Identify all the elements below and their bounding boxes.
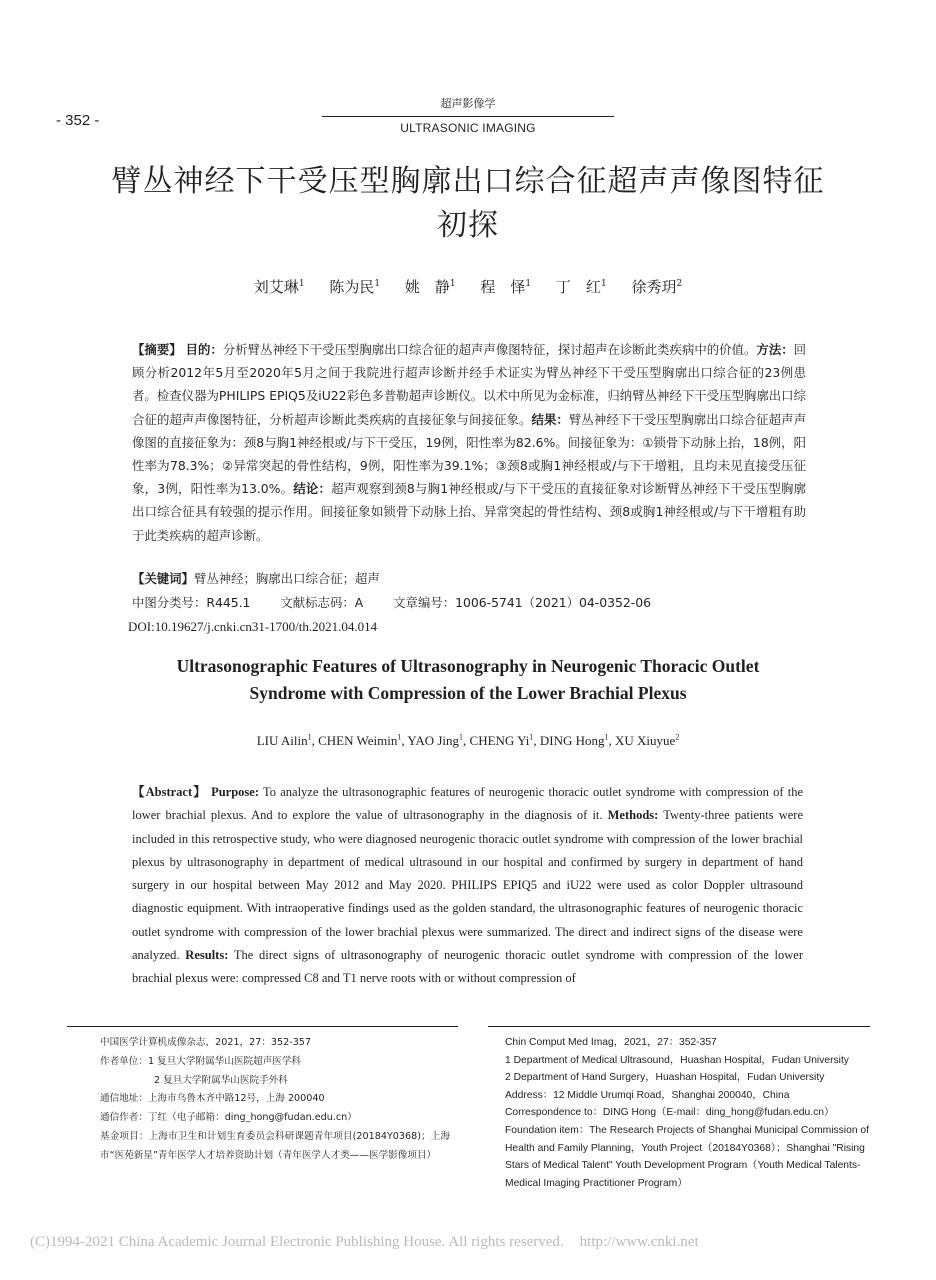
author-en: DING Hong$^1$,	[539, 733, 616, 749]
doi: DOI:10.19627/j.cnki.cn31-1700/th.2021.04.014	[128, 619, 378, 634]
title-en-line-1: Ultrasonographic Features of Ultrasonography in Neurogenic Thoracic Outlet	[176, 656, 760, 676]
abstract-label-en: 【Abstract】	[132, 785, 207, 799]
footnote-divider-right	[488, 1026, 870, 1027]
footnotes-cn	[100, 1034, 450, 1166]
author-en: XU Xiuyue$^2$	[615, 733, 680, 749]
author-en: CHENG Yi$^1$,	[469, 733, 540, 749]
results-label-cn: 结果：	[531, 411, 569, 427]
correspondence-en: Correspondence to：DING Hong（E-mail：ding_hong@fudan.edu.cn）	[505, 1107, 835, 1119]
journal-header	[322, 96, 614, 137]
author-cn: 丁 红$^1$	[555, 278, 607, 296]
copyright-url: http://www.cnki.net	[579, 1234, 699, 1250]
department-en-1: 1 Department of Medical Ultrasound，Huashan Hospital，Fudan University	[505, 1054, 849, 1066]
results-text-en: The direct signs of ultrasonography of neurogenic thoracic outlet syndrome with compression of the lower brachial plexus were: compressed C8 and T1 nerve roots with or without compression of	[132, 948, 803, 986]
document-code: 文献标志码：A	[280, 595, 364, 610]
author-list-cn	[100, 276, 836, 297]
author-cn: 陈为民$^1$	[329, 278, 381, 296]
article-title-cn: 臂丛神经下干受压型胸廓出口综合征超声声像图特征初探	[111, 164, 825, 243]
foundation-en: Foundation item：The Research Projects of Shanghai Municipal Commission of Health and Family Planning，Youth Project（20184Y0368）；Shanghai "Rising Stars of Medical Talent" Youth Development Program（Youth Medical Talents‐Medical Imaging Practitioner Program）	[505, 1124, 869, 1189]
results-text-cn: 臂丛神经下干受压型胸廓出口综合征超声声像图的直接征象为：颈8与胸1神经根或/与下干受压，19例，阳性率为82.6%。间接征象为：①锁骨下动脉上抬，18例，阳性率为78.3%；②异常突起的骨性结构，9例，阳性率为39.1%；③颈8或胸1神经根或/与下干增粗，且均未见直接受压征象，3例，阳性率为13.0%。	[132, 411, 807, 497]
copyright-text: (C)1994-2021 China Academic Journal Electronic Publishing House. All rights reserved.	[30, 1234, 564, 1250]
footnote-divider-left	[67, 1026, 458, 1027]
conclusion-text-cn: 超声观察到颈8与胸1神经根或/与下干受压的直接征象对诊断臂丛神经下干受压型胸廓出口综合征具有较强的提示作用。间接征象如锁骨下动脉上抬、异常突起的骨性结构、颈8或胸1神经根或/与下干增粗有助于此类疾病的超声诊断。	[132, 481, 806, 543]
abstract-en	[132, 781, 803, 991]
purpose-label-en: Purpose:	[211, 785, 259, 799]
results-label-en: Results:	[185, 948, 229, 963]
clc-number: 中图分类号：R445.1	[132, 595, 251, 610]
methods-text-cn: 回顾分析2012年5月至2020年5月之间于我院进行超声诊断并经手术证实为臂丛神经下干受压型胸廓出口综合征的23例患者。检查仪器为PHILIPS EPIQ5及iU22彩色多普勒超声诊断仪。以术中所见为金标准，归纳臂丛神经下干受压型胸廓出口综合征的超声声像图特征，分析超声诊断此类疾病的直接征象与间接征象。	[132, 342, 807, 427]
footnotes-en	[505, 1034, 871, 1192]
classification-line	[132, 593, 806, 613]
page-number: - 352 -	[56, 112, 100, 129]
author-cn: 刘艾琳$^1$	[253, 278, 305, 296]
journal-section-en: ULTRASONIC IMAGING	[400, 121, 536, 135]
article-title-en	[120, 653, 816, 707]
address-en: Address：12 Middle Urumqi Road，Shanghai 200040，China	[505, 1089, 790, 1101]
author-list-en	[100, 733, 836, 749]
address-cn: 通信地址：上海市乌鲁木齐中路12号，上海 200040	[100, 1093, 325, 1105]
methods-label-en: Methods:	[607, 808, 659, 823]
purpose-text-en: To analyze the ultrasonographic features of neurogenic thoracic outlet syndrome with compression of the lower brachial plexus. And to explore the value of ultrasonography in the diagnosis of it.	[132, 785, 804, 823]
journal-section-cn: 超声影像学	[322, 96, 614, 117]
purpose-label-cn: 目的：	[185, 342, 223, 357]
corresponding-author-cn: 通信作者：丁红（电子邮箱：ding_hong@fudan.edu.cn）	[100, 1112, 357, 1124]
methods-text-en: Twenty-three patients were included in this retrospective study, who were diagnosed neurogenic thoracic outlet syndrome with compression of the lower brachial plexus by ultrasonography in department of medical ultrasound in our hospital and confirmed by surgery in department of hand surgery in our hospital between May 2012 and May 2020. PHILIPS EPIQ5 and iU22 were used as color Doppler ultrasound diagnostic equipment. With intraoperative findings used as the golden standard, the ultrasonographic features of neurogenic thoracic outlet syndrome with compression of the lower brachial plexus were summarized. The direct and indirect signs of the disease were analyzed.	[132, 808, 803, 963]
author-cn: 姚 静$^1$	[404, 278, 456, 296]
affiliation-cn-2: 2 复旦大学附属华山医院手外科	[154, 1074, 288, 1086]
keywords-text-cn: 臂丛神经；胸廓出口综合征；超声	[193, 571, 380, 586]
abstract-label-cn: 【摘要】	[132, 342, 182, 357]
author-en: YAO Jing$^1$,	[407, 733, 470, 749]
article-number: 文章编号：1006-5741（2021）04-0352-06	[393, 595, 651, 610]
copyright-notice	[30, 1234, 906, 1251]
author-en: CHEN Weimin$^1$,	[318, 733, 408, 749]
keywords-cn	[132, 569, 806, 589]
citation-en: Chin Comput Med Imag，2021，27：352-357	[505, 1037, 717, 1048]
keywords-label-cn: 【关键词】	[132, 571, 194, 586]
methods-label-cn: 方法：	[756, 342, 794, 357]
conclusion-label-cn: 结论：	[293, 481, 332, 497]
author-en: LIU Ailin$^1$,	[256, 733, 319, 749]
funding-cn: 基金项目：上海市卫生和计划生育委员会科研课题青年项目(20184Y0368)；上海市“医苑新星”青年医学人才培养资助计划（青年医学人才类——医学影像项目）	[100, 1130, 450, 1161]
purpose-text-cn: 分析臂丛神经下干受压型胸廓出口综合征的超声声像图特征，探讨超声在诊断此类疾病中的价值。	[222, 342, 757, 357]
title-en-line-2: Syndrome with Compression of the Lower Brachial Plexus	[249, 683, 687, 703]
citation-cn: 中国医学计算机成像杂志，2021，27：352-357	[100, 1037, 312, 1048]
author-cn: 徐秀玥$^2$	[631, 278, 683, 296]
affiliation-cn-1: 作者单位：1 复旦大学附属华山医院超声医学科	[100, 1055, 302, 1067]
abstract-cn	[132, 338, 806, 547]
department-en-2: 2 Department of Hand Surgery，Huashan Hospital，Fudan University	[505, 1072, 825, 1084]
author-cn: 程 怿$^1$	[480, 278, 532, 296]
